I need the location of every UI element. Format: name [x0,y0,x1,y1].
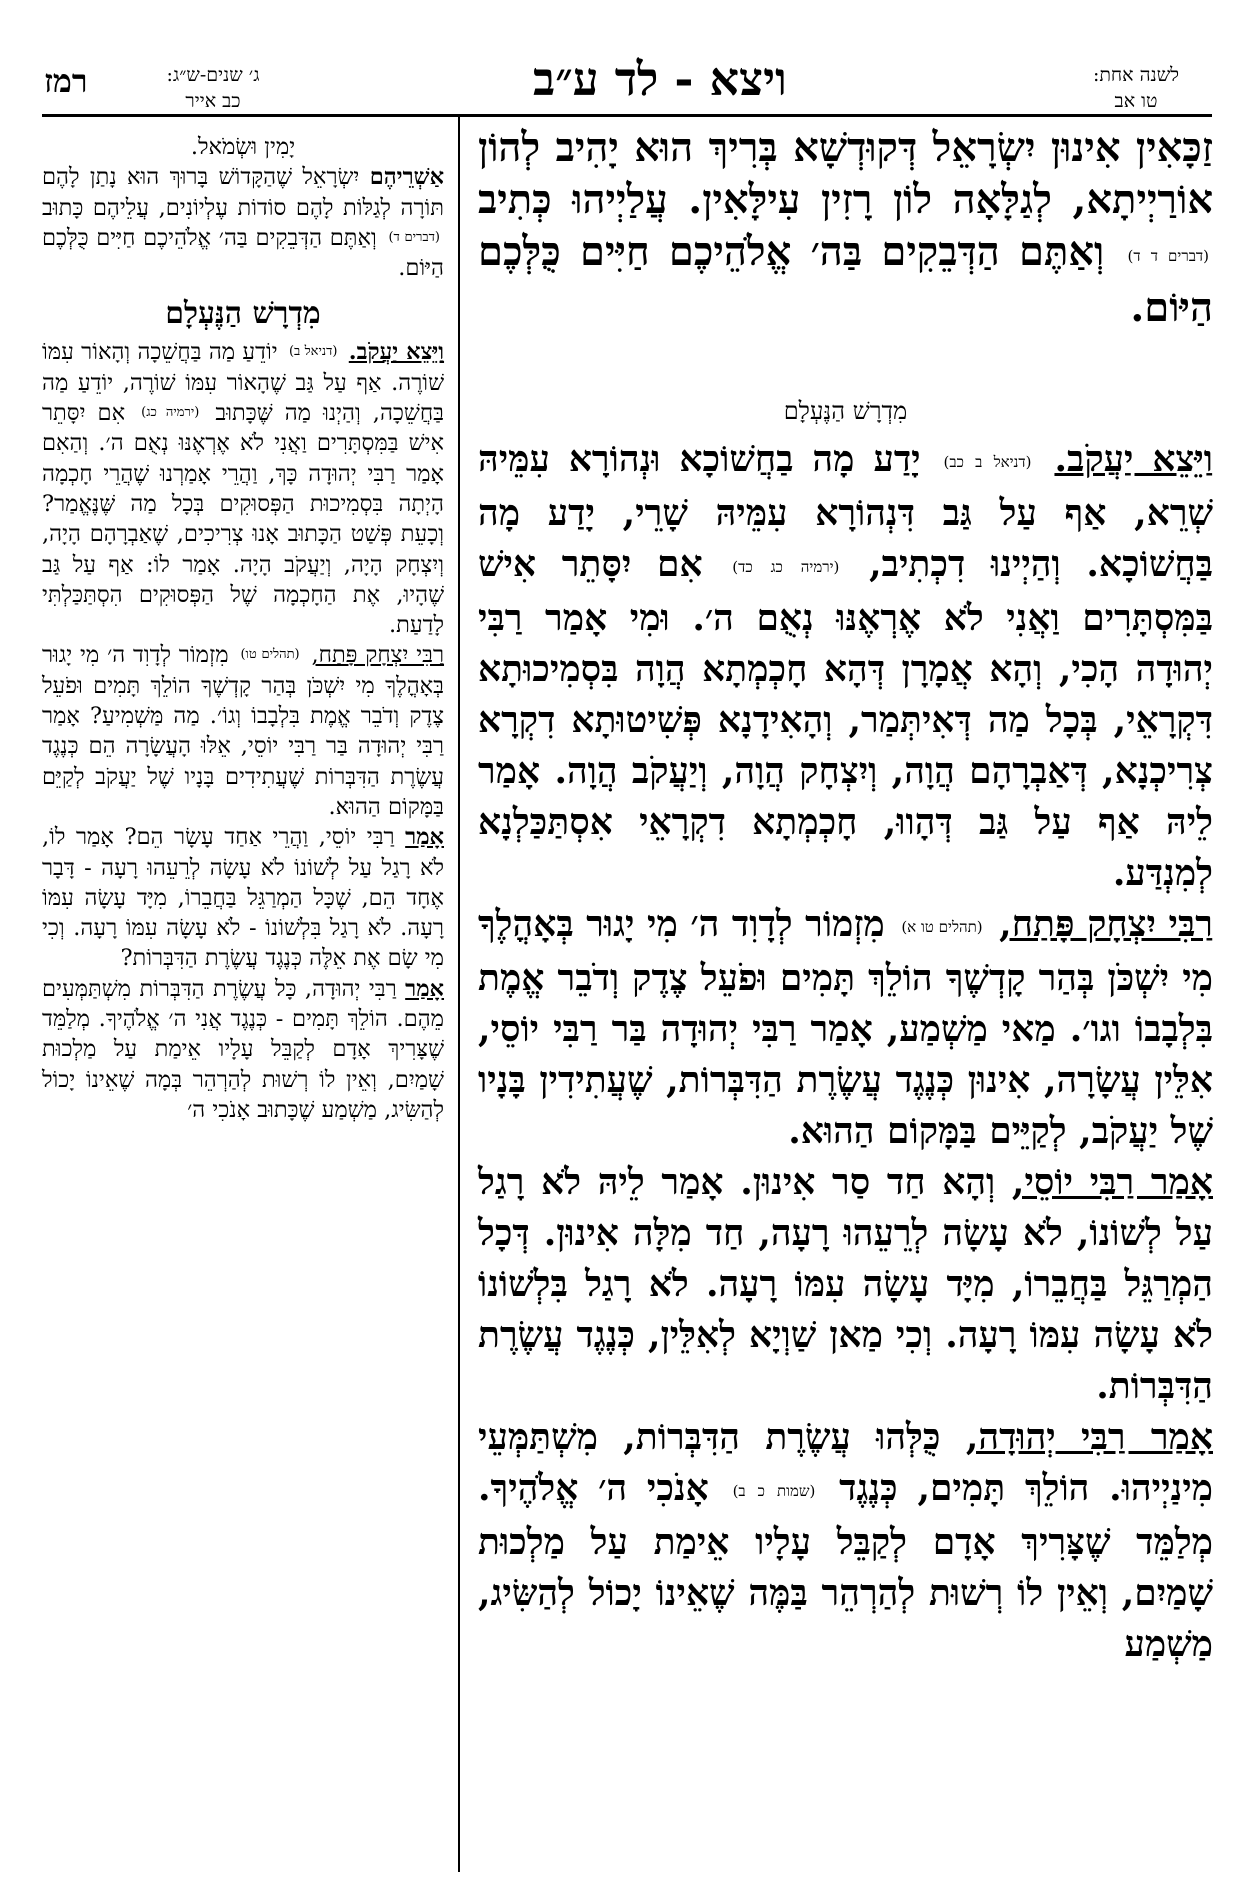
schedule-label: ג׳ שנים-ש״ג: [166,64,260,86]
paragraph-text: רַבִּי יוֹסֵי, וַהֲרֵי אַחַד עָשָׂר הֵם? אָמַר לוֹ, לֹא רָגַל עַל לְשׁוֹנוֹ לֹא עָשָׂה לְרֵעֵהוּ רָעָה - דָּבָר אֶחָד הֵם, שֶׁכָּל הַמְרַגֵּל בַּחֲבֵרוֹ, מִיָּד עָשָׂה עִמּוֹ רָעָה. לֹא רָגַל בִּלְשׁוֹנוֹ - לֹא עָשָׂה עִמּוֹ רָעָה. וְכִי מִי שָׂם אֶת אֵלֶּה כְּנֶגֶד עֲשֶׂרֶת הַדִּבְּרוֹת? [42,824,444,972]
paragraph-lead: וַיֵּצֵא יַעֲקֹב. [1054,438,1213,480]
intro-text: זַכָּאִין אִינוּן יִשְׂרָאֵל דְּקוּדְשָׁא בְּרִיךְ הוּא יָהִיב לְהוֹן אוֹרַיְיתָא, לְגַלָּאָה לוֹן רָזִין עִילָּאִין. עֲלַיְיהוּ כְּתִיב [478,124,1213,223]
paragraph-text: וְאַתֶּם הַדְּבֵקִים בַּה׳ אֱלֹהֵיכֶם חַיִּים כֻּלְּכֶם הַיּוֹם. [42,224,444,282]
paragraph-text: אָנֹכִי ה׳ אֱלֹהֶיךָ. מְלַמֵּד שֶׁצָּרִיךְ אָדָם לְקַבֵּל עָלָיו אֵימַת עַל מַלְכוּת שָׁמַיִם, וְאֵין לוֹ רְשׁוּת לְהַרְהֵר בַּמֶּה שֶׁאֵינוֹ יָכוֹל לְהַשִּׂיג, מַשְׁמַע [478,1467,1213,1665]
source-reference: (דברים ד ד) [1127,247,1209,265]
paragraph-text: וְהָא חַד סַר אִינוּן. אָמַר לֵיהּ לֹא רָגַל עַל לְשׁוֹנוֹ, לֹא עָשָׂה לְרֵעֵהוּ רָעָה, חַד מִלָּה אִינוּן. דְּכָל הַמְרַגֵּל בַּחֲבֵרוֹ, מִיָּד עָשָׂה עִמּוֹ רָעָה. לֹא רָגַל בִּלְשׁוֹנוֹ לֹא עָשָׂה עִמּוֹ רָעָה. וְכִי מַאן שַׁוְיָא לְאִלֵּין, כְּנֶגֶד עֲשֶׂרֶת הַדִּבְּרוֹת. [478,1161,1213,1407]
translation-column [42,132,444,1125]
paragraph [478,1412,1213,1670]
paragraph-lead: אָמַר רַבִּי יְהוּדָה, [965,1416,1213,1458]
paragraph [42,822,444,973]
intro-paragraph [42,162,444,283]
source-reference: (דניאל ב כב) [943,453,1032,471]
intro-text: וְאַתֶּם הַדְּבֵקִים בַּה׳ אֱלֹהֵיכֶם חַיִּים כֻּלְּכֶם הַיּוֹם. [478,228,1213,331]
source-reference: (ירמיה כג כד) [732,558,840,576]
paragraph-lead: וַיֵּצֵא יַעֲקֹב. [348,339,445,366]
section-title: מִדְרָשׁ הַנֶּעְלָם [783,397,908,425]
paragraph-text: מִזְמוֹר לְדָוִד ה׳ מִי יָגוּר בְּאָהֳלֶךָ מִי יִשְׁכֹּן בְּהַר קָדְשֶׁךָ הוֹלֵךְ תָּמִים וּפֹעֵל צֶדֶק וְדֹבֵר אֱמֶת בִּלְבָבוֹ וְגוֹ׳. מַה מַּשְׁמִיעַ? אָמַר רַבִּי יְהוּדָה בַּר רַבִּי יוֹסֵי, אֵלּוּ הָעֲשָׂרָה הֵם כְּנֶגֶד עֲשֶׂרֶת הַדִּבְּרוֹת שֶׁעֲתִידִים בָּנָיו שֶׁל יַעֲקֹב לְקַיֵּם בַּמָּקוֹם הַהוּא. [42,642,444,820]
paragraph-lead: אָמַר [405,824,444,851]
source-reference: (דניאל ב) [288,344,338,360]
intro-paragraph [478,122,1213,334]
paragraph-text: יָדַע מָה בַחֲשׁוֹכָא וּנְהוֹרָא עִמֵּיהּ שְׁרֵא, אַף עַל גַּב דִּנְהוֹרָא עִמֵּיהּ שָׁרֵי, יָדַע מָה בַּחֲשׁוֹכָא. וְהַיְינוּ דִכְתִיב, [478,438,1213,585]
column-divider [458,117,460,1872]
schedule-date: טו אב [1114,90,1158,112]
source-reference: (שמות כ ב) [732,1482,816,1500]
schedule-label: לשנה אחת: [1092,64,1180,86]
continued-line: יָמִין וּשְׂמֹאל. [190,134,296,160]
source-reference: (תהלים טו א) [901,918,983,936]
source-reference: (דברים ד) [388,229,440,245]
paragraph [478,899,1213,1157]
section-title: מִדְרָשׁ הַנֶּעְלָם [165,296,321,332]
spacer [478,334,1213,378]
page-title: ויצא - לד ע״ב [533,52,787,106]
paragraph-lead: אַשְׁרֵיהֶם [369,164,445,191]
paragraph [478,1157,1213,1412]
page-marker: רמז [44,62,88,100]
paragraph-lead: אָמַר [405,975,445,1002]
schedule-three-years [138,62,288,114]
source-reference: (ירמיה כג) [141,405,200,421]
paragraph [42,337,444,640]
paragraph [42,974,444,1125]
paragraph-text: אִם יִסָּתֵר אִישׁ בַּמִּסְתָּרִים וַאֲנִי לֹא אֶרְאֶנּוּ נְאֻם ה׳. וְהַאִם אָמַר רַבִּי יְהוּדָה כָּךְ, וַהֲרֵי אָמַרְנוּ שֶׁהֲרֵי חָכְמָה הָיְתָה בִּסְמִיכוּת הַפְּסוּקִים בְּכָל מַה שֶּׁנֶּאֱמַר? וְכָעֵת פְּשַׁט הַכָּתוּב אָנוּ צְרִיכִים, שֶׁאַבְרָהָם הָיָה, וְיִצְחָק הָיָה, וְיַעֲקֹב הָיָה. אָמַר לוֹ: אַף עַל גַּב שֶׁהָיוּ, אֶת הַחָכְמָה שֶׁל הַפְּסוּקִים הִסְתַּכַּלְתִּי לָדַעַת. [42,400,444,639]
main-column [478,122,1213,1670]
paragraph-text: אִם יִסָּתֵר אִישׁ בַּמִּסְתָּרִים וַאֲנִי לֹא אֶרְאֶנּוּ נְאֻם ה׳. וּמִי אָמַר רַבִּי יְהוּדָה הָכִי, וְהָא אֲמָרָן דְּהָא חָכְמְתָא הֲוָה בִּסְמִיכוּתָא דִּקְרָאֵי, בְּכָל מַה דְּאִיתְּמַר, וְהָאִידָנָא פְּשִׁיטוּתָא דִקְרָא צְרִיכְנָא, דְּאַבְרָהָם הֲוָה, וְיִצְחָק הֲוָה, וְיַעֲקֹב הֲוָה. אָמַר לֵיהּ אַף עַל גַּב דְּהָווּ, חָכְמְתָא דִקְרָאֵי אִסְתַּכַּלְנָא לְמִנְדַּע. [478,543,1213,894]
paragraph-text: יִשְׂרָאֵל שֶׁהַקָּדוֹשׁ בָּרוּךְ הוּא נָתַן לָהֶם תּוֹרָה לְגַלּוֹת לָהֶם סוֹדוֹת עֶלְיוֹנִים, עֲלֵיהֶם כָּתוּב [42,164,444,221]
header-divider [42,114,1212,117]
paragraph-text: כֻּלְּהוּ עֲשֶׂרֶת הַדִּבְּרוֹת, מִשְׁתַּמְּעֵי מִינַיְיהוּ. הוֹלֵךְ תָּמִים, כְּנֶגֶד [478,1416,1213,1509]
paragraph-lead: רַבִּי יִצְחָק פָּתַח, [999,903,1213,945]
paragraph [478,434,1213,899]
schedule-date: כב אייר [185,90,241,112]
paragraph [42,640,444,822]
source-reference: (תהלים טו) [240,647,300,663]
paragraph-text: יוֹדֵעַ מַה בַּחֲשֵׁכָה וְהָאוֹר עִמּוֹ שׁוֹרֶה. אַף עַל גַּב שֶׁהָאוֹר עִמּוֹ שׁוֹרֶה, יוֹדֵעַ מַה בַּחֲשֵׁכָה, וְהַיְנוּ מַה שֶּׁכָּתוּב [42,339,444,427]
paragraph-lead: אָמַר רַבִּי יוֹסֵי, [1011,1161,1213,1203]
paragraph-text: מִזְמוֹר לְדָוִד ה׳ מִי יָגוּר בְּאָהֳלֶךָ מִי יִשְׁכֹּן בְּהַר קָדְשֶׁךָ הוֹלֵךְ תָּמִים וּפֹעֵל צֶדֶק וְדֹבֵר אֱמֶת בִּלְבָבוֹ וגו׳. מַאי מַשְׁמַע, אָמַר רַבִּי יְהוּדָה בַּר רַבִּי יוֹסֵי, אִלֵּין עֲשָׂרָה, אִינוּן כְּנֶגֶד עֲשֶׂרֶת הַדִּבְּרוֹת, שֶׁעֲתִידִין בָּנָיו שֶׁל יַעֲקֹב, לְקַיֵּים בַּמָּקוֹם הַהוּא. [478,903,1213,1152]
schedule-one-year [1061,62,1211,114]
paragraph-lead: רַבִּי יִצְחָק פָּתַח, [311,642,445,669]
paragraph-text: רַבִּי יְהוּדָה, כָּל עֲשֶׂרֶת הַדִּבְּרוֹת מִשְׁתַּמְּעִים מֵהֶם. הוֹלֵךְ תָּמִים - כְּנֶגֶד אֲנִי ה׳ אֱלֹהֶיךָ. מְלַמֵּד שֶׁצָּרִיךְ אָדָם לְקַבֵּל עָלָיו אֵימַת עַל מַלְכוּת שָׁמַיִם, וְאֵין לוֹ רְשׁוּת לְהַרְהֵר בְּמָה שֶׁאֵינוֹ יָכוֹל לְהַשִּׂיג, מַשְׁמַע שֶׁכָּתוּב אָנֹכִי ה׳ [42,975,444,1123]
